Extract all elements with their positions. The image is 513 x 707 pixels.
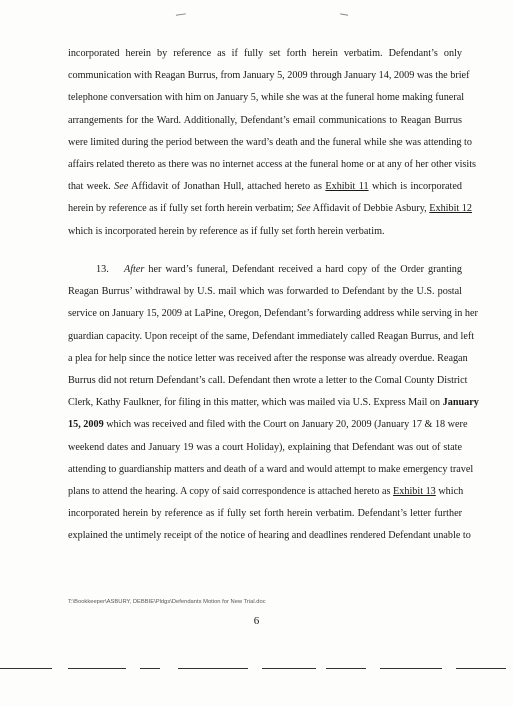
bold-date: January [442, 397, 479, 409]
text-line: a plea for help since the notice letter was received after the response was already overdue. Reagan [68, 352, 468, 364]
text-fragment: Affidavit of Jonathan Hull, attached hereto as [128, 181, 326, 193]
text-line: telephone conversation with him on January 5, while she was at the funeral home making funeral [68, 92, 465, 104]
text-line [68, 392, 479, 414]
text-fragment: which was received and filed with the Court on January 20, 2009 (January 17 & 18 were [103, 419, 468, 431]
text-line: arrangements for the Ward. Additionally, Defendant’s email communications to Reagan Burrus [68, 114, 462, 126]
text-line: Burrus did not return Defendant’s call. Defendant then wrote a letter to the Comal County District [68, 374, 468, 386]
text-line: affairs related thereto as there was no internet access at the funeral home or at any of her other visits [68, 158, 476, 170]
text-fragment: that week. [68, 181, 115, 193]
scan-edge-segment [262, 668, 316, 669]
text-line: communication with Reagan Burrus, from January 5, 2009 through January 14, 2009 was the brief [68, 70, 470, 82]
text-line [68, 481, 462, 503]
text-line: attending to guardianship matters and death of a ward and would attempt to make emergency travel [68, 463, 474, 475]
scan-edge-segment [68, 668, 126, 669]
text-line [68, 176, 462, 198]
scan-mark-left [176, 13, 186, 17]
scan-edge-segment [0, 668, 52, 669]
paragraph-number: 13. [96, 264, 109, 275]
exhibit-reference: Exhibit 12 [429, 203, 472, 215]
scan-edge-segment [380, 668, 442, 669]
text-fragment: herein by reference as if fully set forth herein verbatim; [68, 203, 297, 215]
exhibit-reference: Exhibit 13 [393, 485, 436, 497]
text-fragment: which is incorporated [368, 181, 462, 193]
text-fragment: which [435, 485, 464, 497]
text-fragment: After [124, 264, 145, 275]
scan-edge-segment [456, 668, 506, 669]
text-fragment: plans to attend the hearing. A copy of said correspondence is attached hereto as [68, 485, 394, 497]
paragraph-13 [68, 259, 479, 547]
text-line: Reagan Burrus’ withdrawal by U.S. mail which was forwarded to Defendant by the U.S. postal [68, 286, 462, 298]
text-fragment: Clerk, Kathy Faulkner, for filing in this matter, which was mailed via U.S. Express Mail on [68, 397, 443, 409]
scan-mark-right [340, 13, 348, 17]
text-line: incorporated herein by reference as if fully set forth herein verbatim. Defendant’s letter further [68, 508, 462, 520]
text-line: guardian capacity. Upon receipt of the same, Defendant immediately called Reagan Burrus, and left [68, 330, 475, 342]
text-line: service on January 15, 2009 at LaPine, Oregon, Defendant’s forwarding address while serving in her [68, 308, 478, 320]
scan-edge-segment [178, 668, 248, 669]
text-fragment: Affidavit of Debbie Asbury, [310, 203, 430, 215]
scan-edge-segment [326, 668, 366, 669]
citation-signal: See [296, 203, 311, 215]
text-line: which is incorporated herein by reference as if fully set forth herein verbatim. [68, 225, 385, 237]
text-line [68, 414, 468, 436]
text-line [68, 198, 472, 220]
bold-date: 15, 2009 [68, 419, 104, 431]
text-line: weekend dates and January 19 was a court Holiday), explaining that Defendant was out of state [68, 441, 462, 453]
citation-signal: See [114, 181, 129, 193]
exhibit-reference: Exhibit 11 [325, 181, 369, 193]
paragraph-continuation [68, 43, 476, 243]
text-line [68, 259, 462, 281]
scan-edge-segment [140, 668, 160, 669]
text-line: incorporated herein by reference as if fully set forth herein verbatim. Defendant’s only [68, 48, 462, 59]
footer-file-path: T:\Bookkeeper\ASBURY, DEBBIE\Pldgs\Defendants Motion for New Trial.doc [68, 599, 266, 605]
scan-edge-line [0, 668, 513, 670]
text-line: were limited during the period between the ward’s death and the funeral while she was attending to [68, 136, 472, 148]
text-line: explained the untimely receipt of the notice of hearing and deadlines rendered Defendant unable to [68, 530, 471, 542]
page-number: 6 [253, 615, 260, 627]
text-fragment: her ward’s funeral, Defendant received a hard copy of the Order granting [144, 264, 462, 275]
